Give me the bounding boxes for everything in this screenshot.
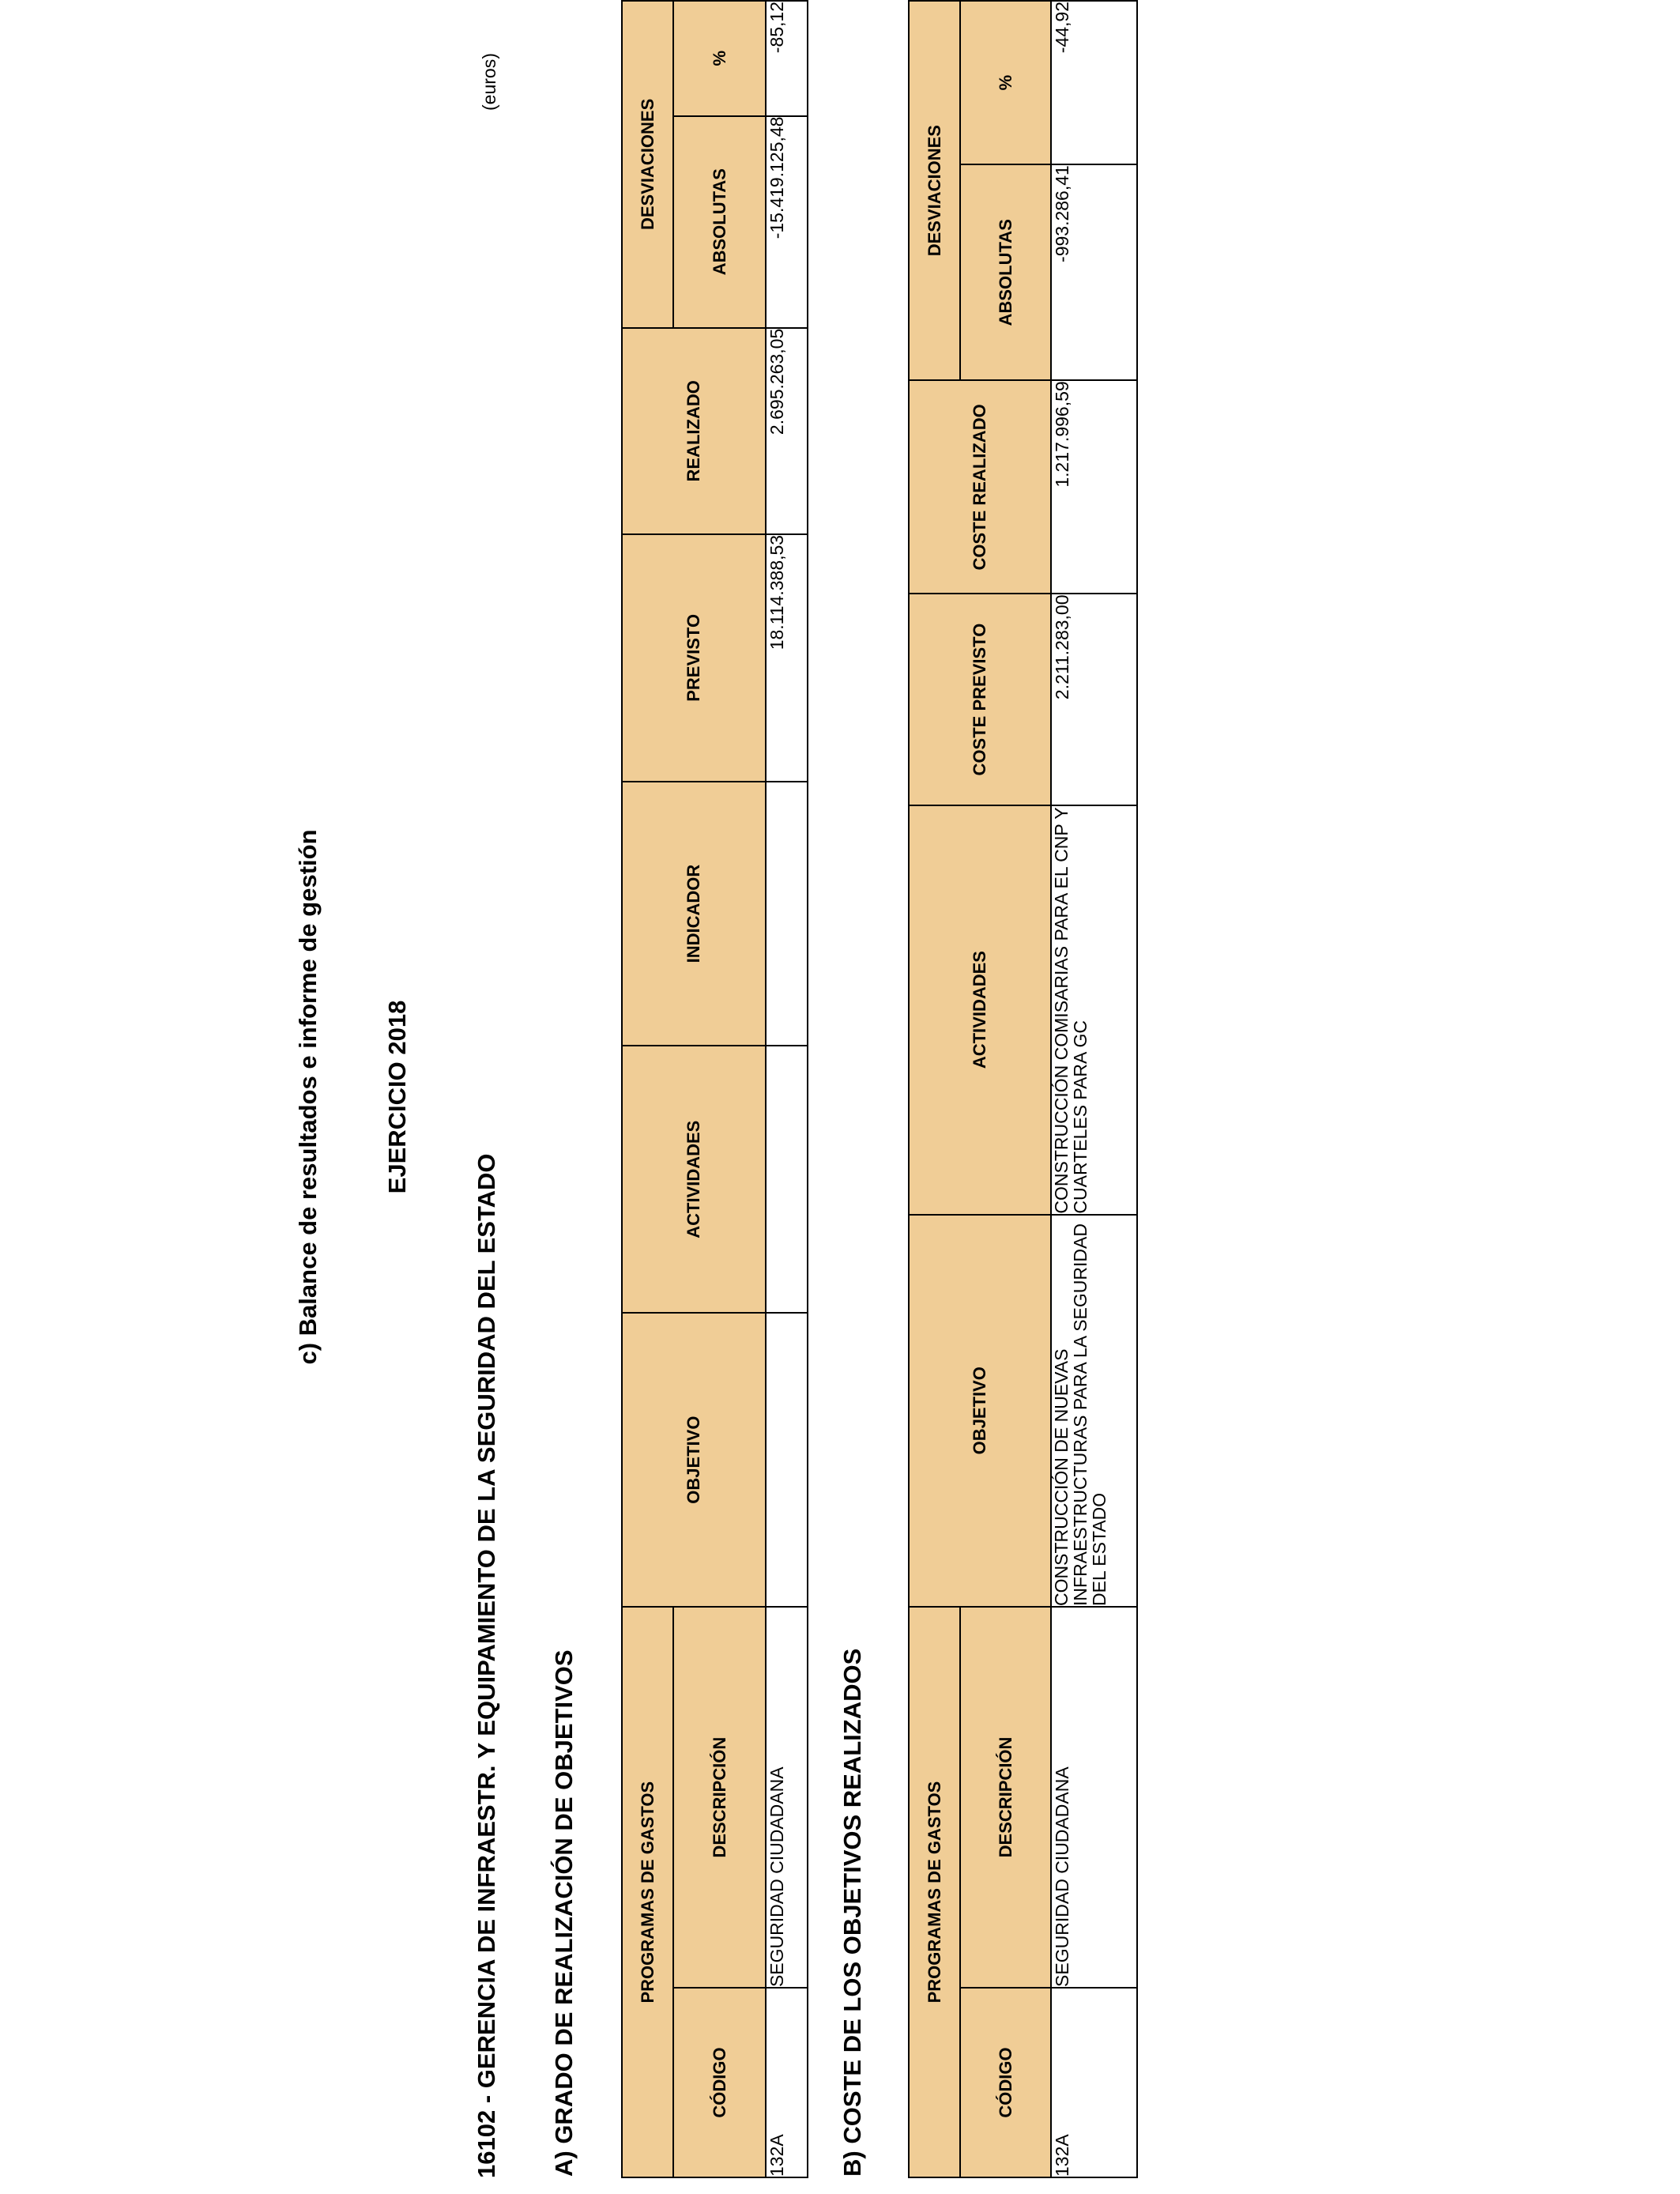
units-label: (euros) <box>479 53 499 111</box>
cell-descripcion: SEGURIDAD CIUDADANA <box>1051 1607 1137 1988</box>
cell-codigo: 132A <box>766 1988 808 2177</box>
col-absolutas: ABSOLUTAS <box>673 116 766 328</box>
group-desviaciones: DESVIACIONES <box>909 1 960 380</box>
cell-realizado: 2.695.263,05 <box>766 328 808 534</box>
cell-objetivo <box>766 1313 808 1607</box>
col-codigo: CÓDIGO <box>960 1988 1051 2177</box>
cell-porcentaje: -85,12 <box>766 1 808 116</box>
col-codigo: CÓDIGO <box>673 1988 766 2177</box>
col-coste-previsto: COSTE PREVISTO <box>909 594 1051 805</box>
cell-actividades <box>766 1046 808 1313</box>
entity-heading: 16102 - GERENCIA DE INFRAESTR. Y EQUIPAMIENTO DE LA SEGURIDAD DEL ESTADO <box>473 1153 500 2178</box>
cell-indicador <box>766 782 808 1046</box>
cell-absolutas: -993.286,41 <box>1051 164 1137 380</box>
col-coste-realizado: COSTE REALIZADO <box>909 380 1051 594</box>
col-descripcion: DESCRIPCIÓN <box>960 1607 1051 1988</box>
col-absolutas: ABSOLUTAS <box>960 164 1051 380</box>
section-a-title: A) GRADO DE REALIZACIÓN DE OBJETIVOS <box>550 1649 578 2177</box>
group-desviaciones: DESVIACIONES <box>622 1 673 328</box>
cell-descripcion: SEGURIDAD CIUDADANA <box>766 1607 808 1988</box>
col-indicador: INDICADOR <box>622 782 766 1046</box>
cell-codigo: 132A <box>1051 1988 1137 2177</box>
col-realizado: REALIZADO <box>622 328 766 534</box>
group-programas-de-gastos: PROGRAMAS DE GASTOS <box>909 1607 960 2177</box>
col-objetivo: OBJETIVO <box>909 1215 1051 1607</box>
group-programas-de-gastos: PROGRAMAS DE GASTOS <box>622 1607 673 2177</box>
cell-objetivo: CONSTRUCCIÓN DE NUEVAS INFRAESTRUCTURAS PARA LA SEGURIDAD DEL ESTADO <box>1051 1215 1137 1607</box>
objectives-table <box>621 0 808 2178</box>
cell-porcentaje: -44,92 <box>1051 1 1137 164</box>
exercise-title: EJERCICIO 2018 <box>383 1000 411 1194</box>
col-porcentaje: % <box>960 1 1051 164</box>
col-descripcion: DESCRIPCIÓN <box>673 1607 766 1988</box>
cell-absolutas: -15.419.125,48 <box>766 116 808 328</box>
section-b-title: B) COSTE DE LOS OBJETIVOS REALIZADOS <box>838 1648 866 2177</box>
costs-table <box>908 0 1138 2178</box>
col-actividades: ACTIVIDADES <box>909 805 1051 1215</box>
table-row <box>1051 1 1137 2177</box>
table-row <box>766 1 808 2177</box>
cell-previsto: 18.114.388,53 <box>766 534 808 782</box>
col-objetivo: OBJETIVO <box>622 1313 766 1607</box>
col-porcentaje: % <box>673 1 766 116</box>
cell-coste-realizado: 1.217.996,59 <box>1051 380 1137 594</box>
cell-coste-previsto: 2.211.283,00 <box>1051 594 1137 805</box>
col-previsto: PREVISTO <box>622 534 766 782</box>
cell-actividades: CONSTRUCCIÓN COMISARIAS PARA EL CNP Y CUARTELES PARA GC <box>1051 805 1137 1215</box>
col-actividades: ACTIVIDADES <box>622 1046 766 1313</box>
section-title: c) Balance de resultados e informe de gestión <box>294 829 322 1365</box>
